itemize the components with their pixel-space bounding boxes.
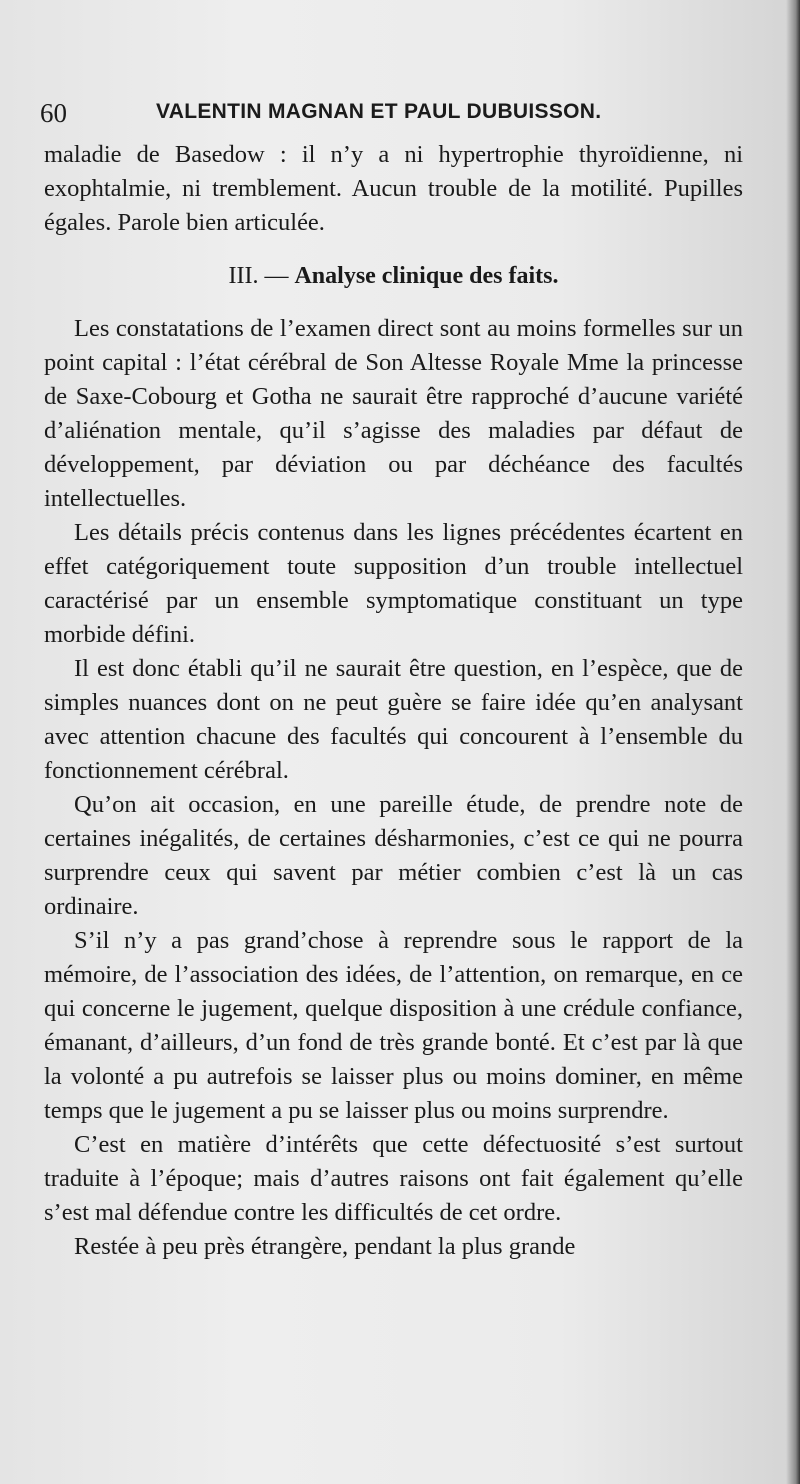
page-edge-shadow xyxy=(786,0,800,1484)
section-title: Analyse clinique des faits. xyxy=(294,263,559,289)
paragraph: Les détails précis contenus dans les lignes précédentes écartent en effet catégoriquement toute supposition d’un trouble intellectuel caractérisé par un ensemble symptomatique constituant un type morbide défini. xyxy=(44,519,743,648)
body-text xyxy=(44,138,743,1264)
paragraph-last-line: Restée à peu près étrangère, pendant la plus grande xyxy=(74,1233,576,1260)
paragraph: S’il n’y a pas grand’chose à reprendre sous le rapport de la mémoire, de l’association des idées, de l’attention, on remarque, en ce qui concerne le jugement, quelque disposition à une crédule confiance, émanant, d’ailleurs, d’un fond de très grande bonté. Et c’est par là que la volonté a pu autrefois se laisser plus ou moins dominer, en même temps que le jugement a pu se laisser plus ou moins surprendre. xyxy=(44,927,743,1124)
paragraph: Qu’on ait occasion, en une pareille étude, de prendre note de certaines inégalités, de certaines désharmonies, c’est ce qui ne pourra surprendre ceux qui savent par métier combien c’est là un cas ordinaire. xyxy=(44,791,743,920)
section-heading xyxy=(44,259,743,293)
running-head xyxy=(40,98,740,128)
paragraph-continuation: maladie de Basedow : il n’y a ni hypertrophie thyroïdienne, ni exophtalmie, ni tremblement. Aucun trouble de la motilité. Pupilles égales. Parole bien articulée. xyxy=(44,141,743,236)
page-number: 60 xyxy=(40,98,67,128)
paragraph: C’est en matière d’intérêts que cette défectuosité s’est surtout traduite à l’époque; mais d’autres raisons ont fait également qu’elle s’est mal défendue contre les difficultés de cet ordre. xyxy=(44,1131,743,1226)
section-number: III. — xyxy=(228,263,289,289)
running-title: VALENTIN MAGNAN ET PAUL DUBUISSON. xyxy=(156,100,602,123)
paragraph: Les constatations de l’examen direct sont au moins formelles sur un point capital : l’état cérébral de Son Altesse Royale Mme la princesse de Saxe-Cobourg et Gotha ne saurait être rapproché d’aucune variété d’aliénation mentale, qu’il s’agisse des maladies par défaut de développement, par déviation ou par déchéance des facultés intellectuelles. xyxy=(44,315,743,512)
paragraph: Il est donc établi qu’il ne saurait être question, en l’espèce, que de simples nuances dont on ne peut guère se faire idée qu’en analysant avec attention chacune des facultés qui concourent à l’ensemble du fonctionnement cérébral. xyxy=(44,655,743,784)
